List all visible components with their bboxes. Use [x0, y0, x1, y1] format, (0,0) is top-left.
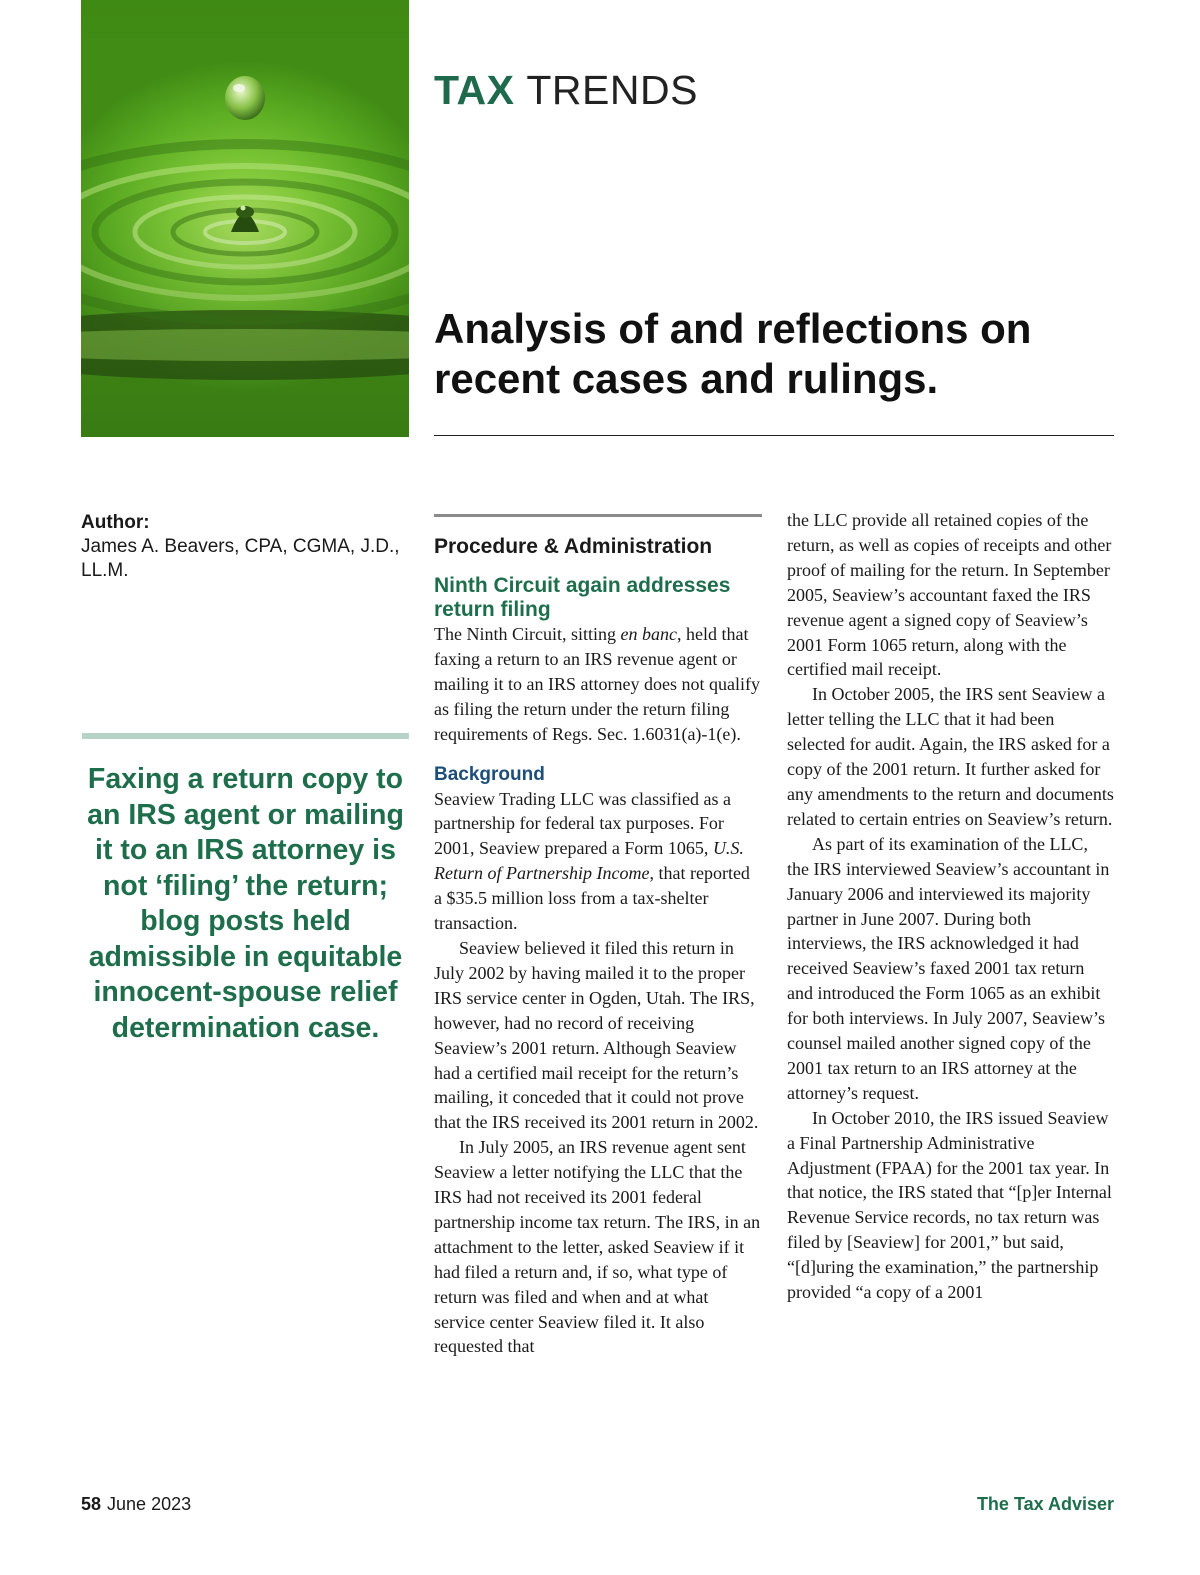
issue-date: June 2023 — [107, 1494, 192, 1514]
column-top-rule — [434, 514, 762, 517]
article-title: Ninth Circuit again addresses return filing — [434, 574, 731, 621]
intro-text-end: , held that faxing a return to an IRS revenue agent or mailing it to an IRS attorney does not qualify as filing the return under the return filing requirements of Regs. Sec. 1.6031(a)-1(e). — [434, 624, 760, 744]
section-label — [434, 67, 698, 113]
section-label-strong: TAX — [434, 67, 515, 113]
header-divider — [434, 435, 1114, 436]
page-number: 58 — [81, 1494, 102, 1514]
water-droplet-image — [81, 0, 409, 437]
intro-italic: en banc — [620, 624, 677, 644]
author-name: James A. Beavers, CPA, CGMA, J.D., LL.M. — [81, 536, 400, 581]
author-label: Author: — [81, 512, 150, 533]
form-title-italic: U.S. Return of Partnership Income — [434, 838, 744, 884]
july-2005-paragraph-continued: the LLC provide all retained copies of the return, as well as copies of receipts and other proof of mailing for the return. In September 2005, Seaview’s accountant faxed the IRS revenue agent a signed copy of Seaview’s 2001 Form 1065 return, along with the certified mail receipt. — [787, 510, 1112, 680]
july-2005-paragraph: In July 2005, an IRS revenue agent sent Seaview a letter notifying the LLC that the IRS had not received its 2001 federal partnership income tax return. The IRS, in an attachment to the letter, asked Seaview if it had filed a return and, if so, what type of return was filed and when and at what service center Seaview filed it. It also requested that — [434, 1137, 761, 1357]
pull-quote: Faxing a return copy to an IRS agent or mailing it to an IRS attorney is not ‘filing’ the return; blog posts held admissible in equitable innocent-spouse relief determination case. — [87, 763, 404, 1044]
mailing-paragraph: Seaview believed it filed this return in July 2002 by having mailed it to the proper IRS service center in Ogden, Utah. The IRS, however, had no record of receiving Seaview’s 2001 return. Although Seaview had a certified mail receipt for the return’s mailing, it conceded that it could not prove that the IRS received its 2001 return in 2002. — [434, 937, 759, 1133]
article-column-1 — [434, 514, 762, 1359]
author-block — [81, 511, 401, 583]
background-paragraph — [434, 787, 762, 936]
footer-page-info — [81, 1494, 191, 1515]
background-text-start: Seaview Trading LLC was classified as a partnership for federal tax purposes. For 2001, Seaview prepared a Form 1065, — [434, 788, 731, 859]
subhead-background: Background — [434, 763, 545, 785]
article-column-2 — [787, 508, 1114, 1305]
intro-text-start: The Ninth Circuit, sitting — [434, 624, 621, 644]
background-text-end: , that reported a $35.5 million loss from a tax-shelter transaction. — [434, 863, 750, 934]
article-intro — [434, 622, 762, 747]
section-label-light: TRENDS — [526, 67, 698, 113]
october-2005-paragraph: In October 2005, the IRS sent Seaview a letter telling the LLC that it had been selected for audit. Again, the IRS asked for a copy of the 2001 return. It further asked for any amendments to the return and documents related to certain entries on Seaview’s return. — [787, 684, 1114, 829]
section-heading: Procedure & Administration — [434, 535, 713, 558]
pull-quote-rule — [82, 733, 409, 739]
examination-paragraph: As part of its examination of the LLC, the IRS interviewed Seaview’s accountant in January 2006 and interviewed its majority partner in June 2007. During both interviews, the IRS acknowledged it had received Seaview’s faxed 2001 tax return and introduced the Form 1065 as an exhibit for both interviews. In July 2007, Seaview’s counsel mailed another signed copy of the 2001 tax return to an IRS attorney at the attorney’s request. — [787, 833, 1110, 1103]
water-droplet-photo — [81, 0, 409, 437]
page-headline: Analysis of and reflections on recent cases and rulings. — [434, 305, 1032, 402]
october-2010-paragraph: In October 2010, the IRS issued Seaview a Final Partnership Administrative Adjustment (FPAA) for the 2001 tax year. In that notice, the IRS stated that “[p]er Internal Revenue Service records, no tax return was filed by [Seaview] for 2001,” but said, “[d]uring the examination,” the partnership provided “a copy of a 2001 — [787, 1107, 1112, 1303]
publication-name: The Tax Adviser — [976, 1494, 1114, 1514]
